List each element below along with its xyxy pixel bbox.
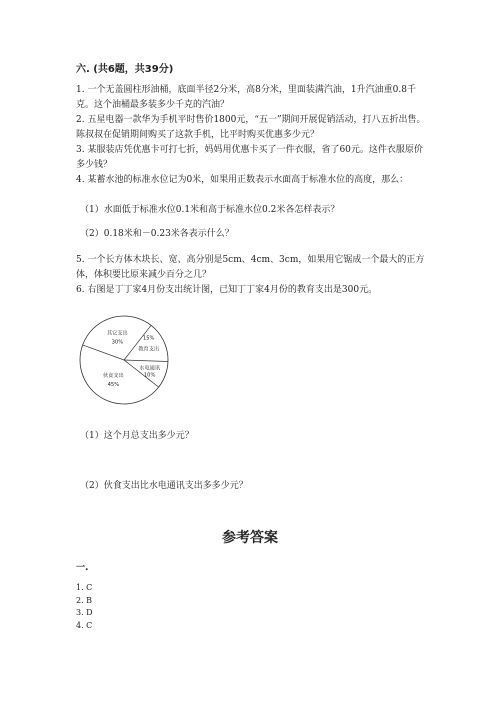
answer-item: 4. C bbox=[76, 620, 93, 630]
question-1: 1. 一个无盖圆柱形油桶，底面半径2分米，高8分米，里面装满汽油，1升汽油重0.8千克。这个油桶最多装多少千克的汽油？ bbox=[76, 85, 416, 110]
answer-item: 1. C bbox=[76, 583, 93, 592]
question-4: 4. 某蓄水池的标准水位记为0米，如果用正数表示水面高于标准水位的高度，那么： bbox=[76, 175, 409, 185]
expense-pie-chart bbox=[76, 310, 186, 410]
question-4-sub-2: （2）0.18米和－0.23米各表示什么？ bbox=[80, 229, 234, 239]
pie-slice-value: 30% bbox=[111, 339, 124, 346]
answer-item: 3. D bbox=[76, 608, 93, 617]
question-6: 6. 右图是丁丁家4月份支出统计图，已知丁丁家4月份的教育支出是300元。 bbox=[76, 285, 378, 295]
pie-slice-label: 伙食支出 bbox=[102, 373, 124, 380]
question-2: 2. 五星电器一款华为手机平时售价1800元，“五一”期间开展促销活动，打八五折出售。陈叔叔在促销期间购买了这款手机，比平时购买优惠多少元？ bbox=[76, 115, 426, 140]
pie-slice-value: 45% bbox=[107, 382, 120, 389]
question-5: 5. 一个长方体木块长、宽、高分别是5cm、4cm、3cm，如果用它锯成一个最大的正方体，体积要比原来减少百分之几？ bbox=[76, 255, 425, 280]
pie-slice-label: 其它支出 bbox=[106, 330, 128, 337]
question-6-sub-2: （2）伙食支出比水电通讯支出多多少元？ bbox=[80, 481, 248, 491]
pie-slice-label: 教育支出 bbox=[138, 346, 160, 353]
section-title: 六. (共6题，共39分) bbox=[76, 64, 174, 75]
pie-slice-value: 10% bbox=[143, 372, 156, 379]
question-4-sub-1: （1）水面低于标准水位0.1米和高于标准水位0.2米各怎样表示？ bbox=[80, 205, 340, 215]
answer-key-title: 参考答案 bbox=[222, 530, 278, 546]
pie-slice-value: 15% bbox=[142, 335, 155, 342]
answer-section-head: 一. bbox=[76, 563, 89, 573]
answer-item: 2. B bbox=[76, 595, 93, 605]
question-3: 3. 某服装店凭优惠卡可打七折，妈妈用优惠卡买了一件衣服，省了60元。这件衣服原价多少钱？ bbox=[76, 145, 423, 170]
pie-slice-label: 水电通讯 bbox=[139, 365, 161, 372]
question-6-sub-1: （1）这个月总支出多少元？ bbox=[80, 431, 194, 441]
answer-list bbox=[76, 582, 93, 632]
